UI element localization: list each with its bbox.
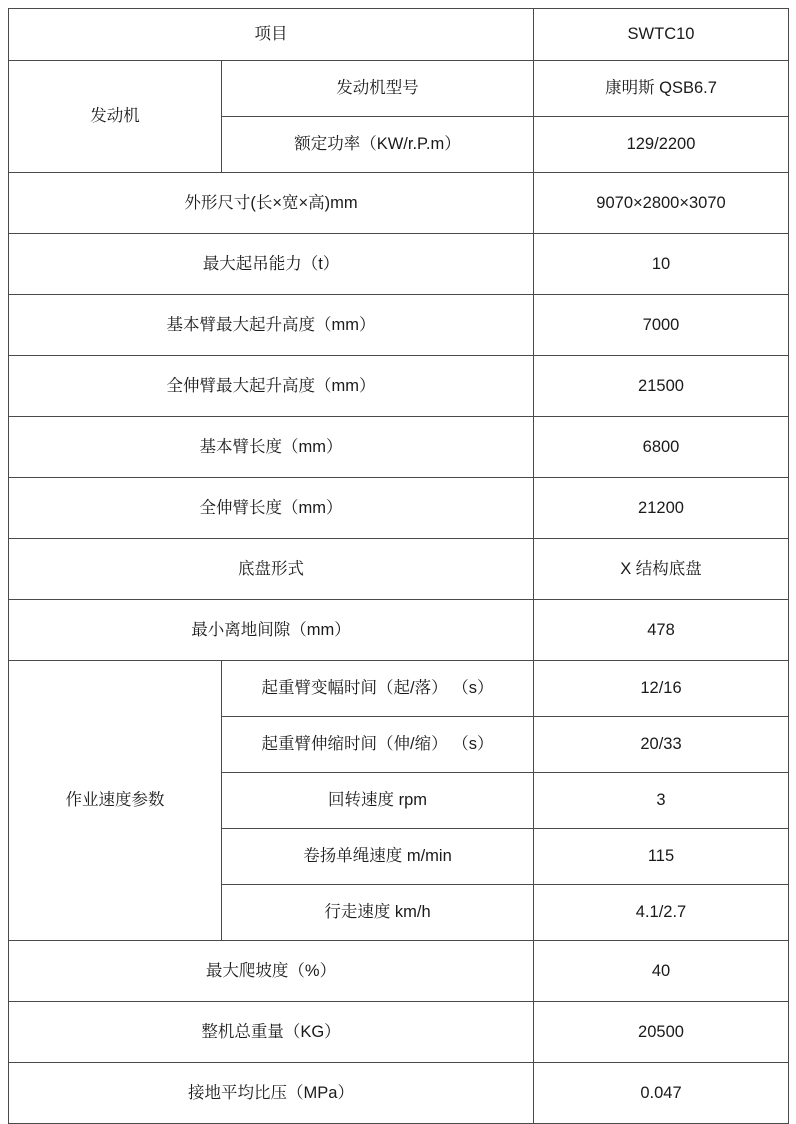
- table-row: [9, 417, 789, 478]
- row-item-label: 底盘形式: [9, 539, 534, 600]
- row-item-label: 卷扬单绳速度 m/min: [222, 829, 534, 885]
- row-item-label: 基本臂最大起升高度（mm）: [9, 295, 534, 356]
- table-row: [9, 356, 789, 417]
- row-value: 129/2200: [534, 117, 789, 173]
- row-item-label: 额定功率（KW/r.P.m）: [222, 117, 534, 173]
- row-item-label: 外形尺寸(长×宽×高)mm: [9, 173, 534, 234]
- row-value: 0.047: [534, 1063, 789, 1124]
- row-value: 4.1/2.7: [534, 885, 789, 941]
- row-value: 12/16: [534, 661, 789, 717]
- row-item-label: 回转速度 rpm: [222, 773, 534, 829]
- table-row: [9, 941, 789, 1002]
- speed-group-label: 作业速度参数: [9, 661, 222, 941]
- header-model-label: SWTC10: [534, 9, 789, 61]
- row-value: 40: [534, 941, 789, 1002]
- row-value: 20/33: [534, 717, 789, 773]
- table-row: [9, 173, 789, 234]
- table-row: [9, 295, 789, 356]
- row-value: 21200: [534, 478, 789, 539]
- row-item-label: 最小离地间隙（mm）: [9, 600, 534, 661]
- row-item-label: 起重臂伸缩时间（伸/缩） （s）: [222, 717, 534, 773]
- row-item-label: 最大起吊能力（t）: [9, 234, 534, 295]
- row-value: 3: [534, 773, 789, 829]
- table-row: [9, 1002, 789, 1063]
- specification-table: [8, 8, 789, 1124]
- row-value: 10: [534, 234, 789, 295]
- row-item-label: 基本臂长度（mm）: [9, 417, 534, 478]
- table-row: [9, 661, 789, 717]
- header-item-label: 项目: [9, 9, 534, 61]
- row-value: 21500: [534, 356, 789, 417]
- row-item-label: 整机总重量（KG）: [9, 1002, 534, 1063]
- row-value: 20500: [534, 1002, 789, 1063]
- row-value: 478: [534, 600, 789, 661]
- row-item-label: 最大爬坡度（%）: [9, 941, 534, 1002]
- row-value: X 结构底盘: [534, 539, 789, 600]
- table-row: [9, 61, 789, 117]
- row-item-label: 起重臂变幅时间（起/落） （s）: [222, 661, 534, 717]
- row-value: 9070×2800×3070: [534, 173, 789, 234]
- row-value: 康明斯 QSB6.7: [534, 61, 789, 117]
- row-item-label: 全伸臂最大起升高度（mm）: [9, 356, 534, 417]
- table-row: [9, 539, 789, 600]
- table-row: [9, 478, 789, 539]
- table-row-header: [9, 9, 789, 61]
- engine-group-label: 发动机: [9, 61, 222, 173]
- row-value: 6800: [534, 417, 789, 478]
- table-row: [9, 1063, 789, 1124]
- table-row: [9, 600, 789, 661]
- row-item-label: 行走速度 km/h: [222, 885, 534, 941]
- row-item-label: 全伸臂长度（mm）: [9, 478, 534, 539]
- row-value: 115: [534, 829, 789, 885]
- row-value: 7000: [534, 295, 789, 356]
- row-item-label: 发动机型号: [222, 61, 534, 117]
- row-item-label: 接地平均比压（MPa）: [9, 1063, 534, 1124]
- table-row: [9, 234, 789, 295]
